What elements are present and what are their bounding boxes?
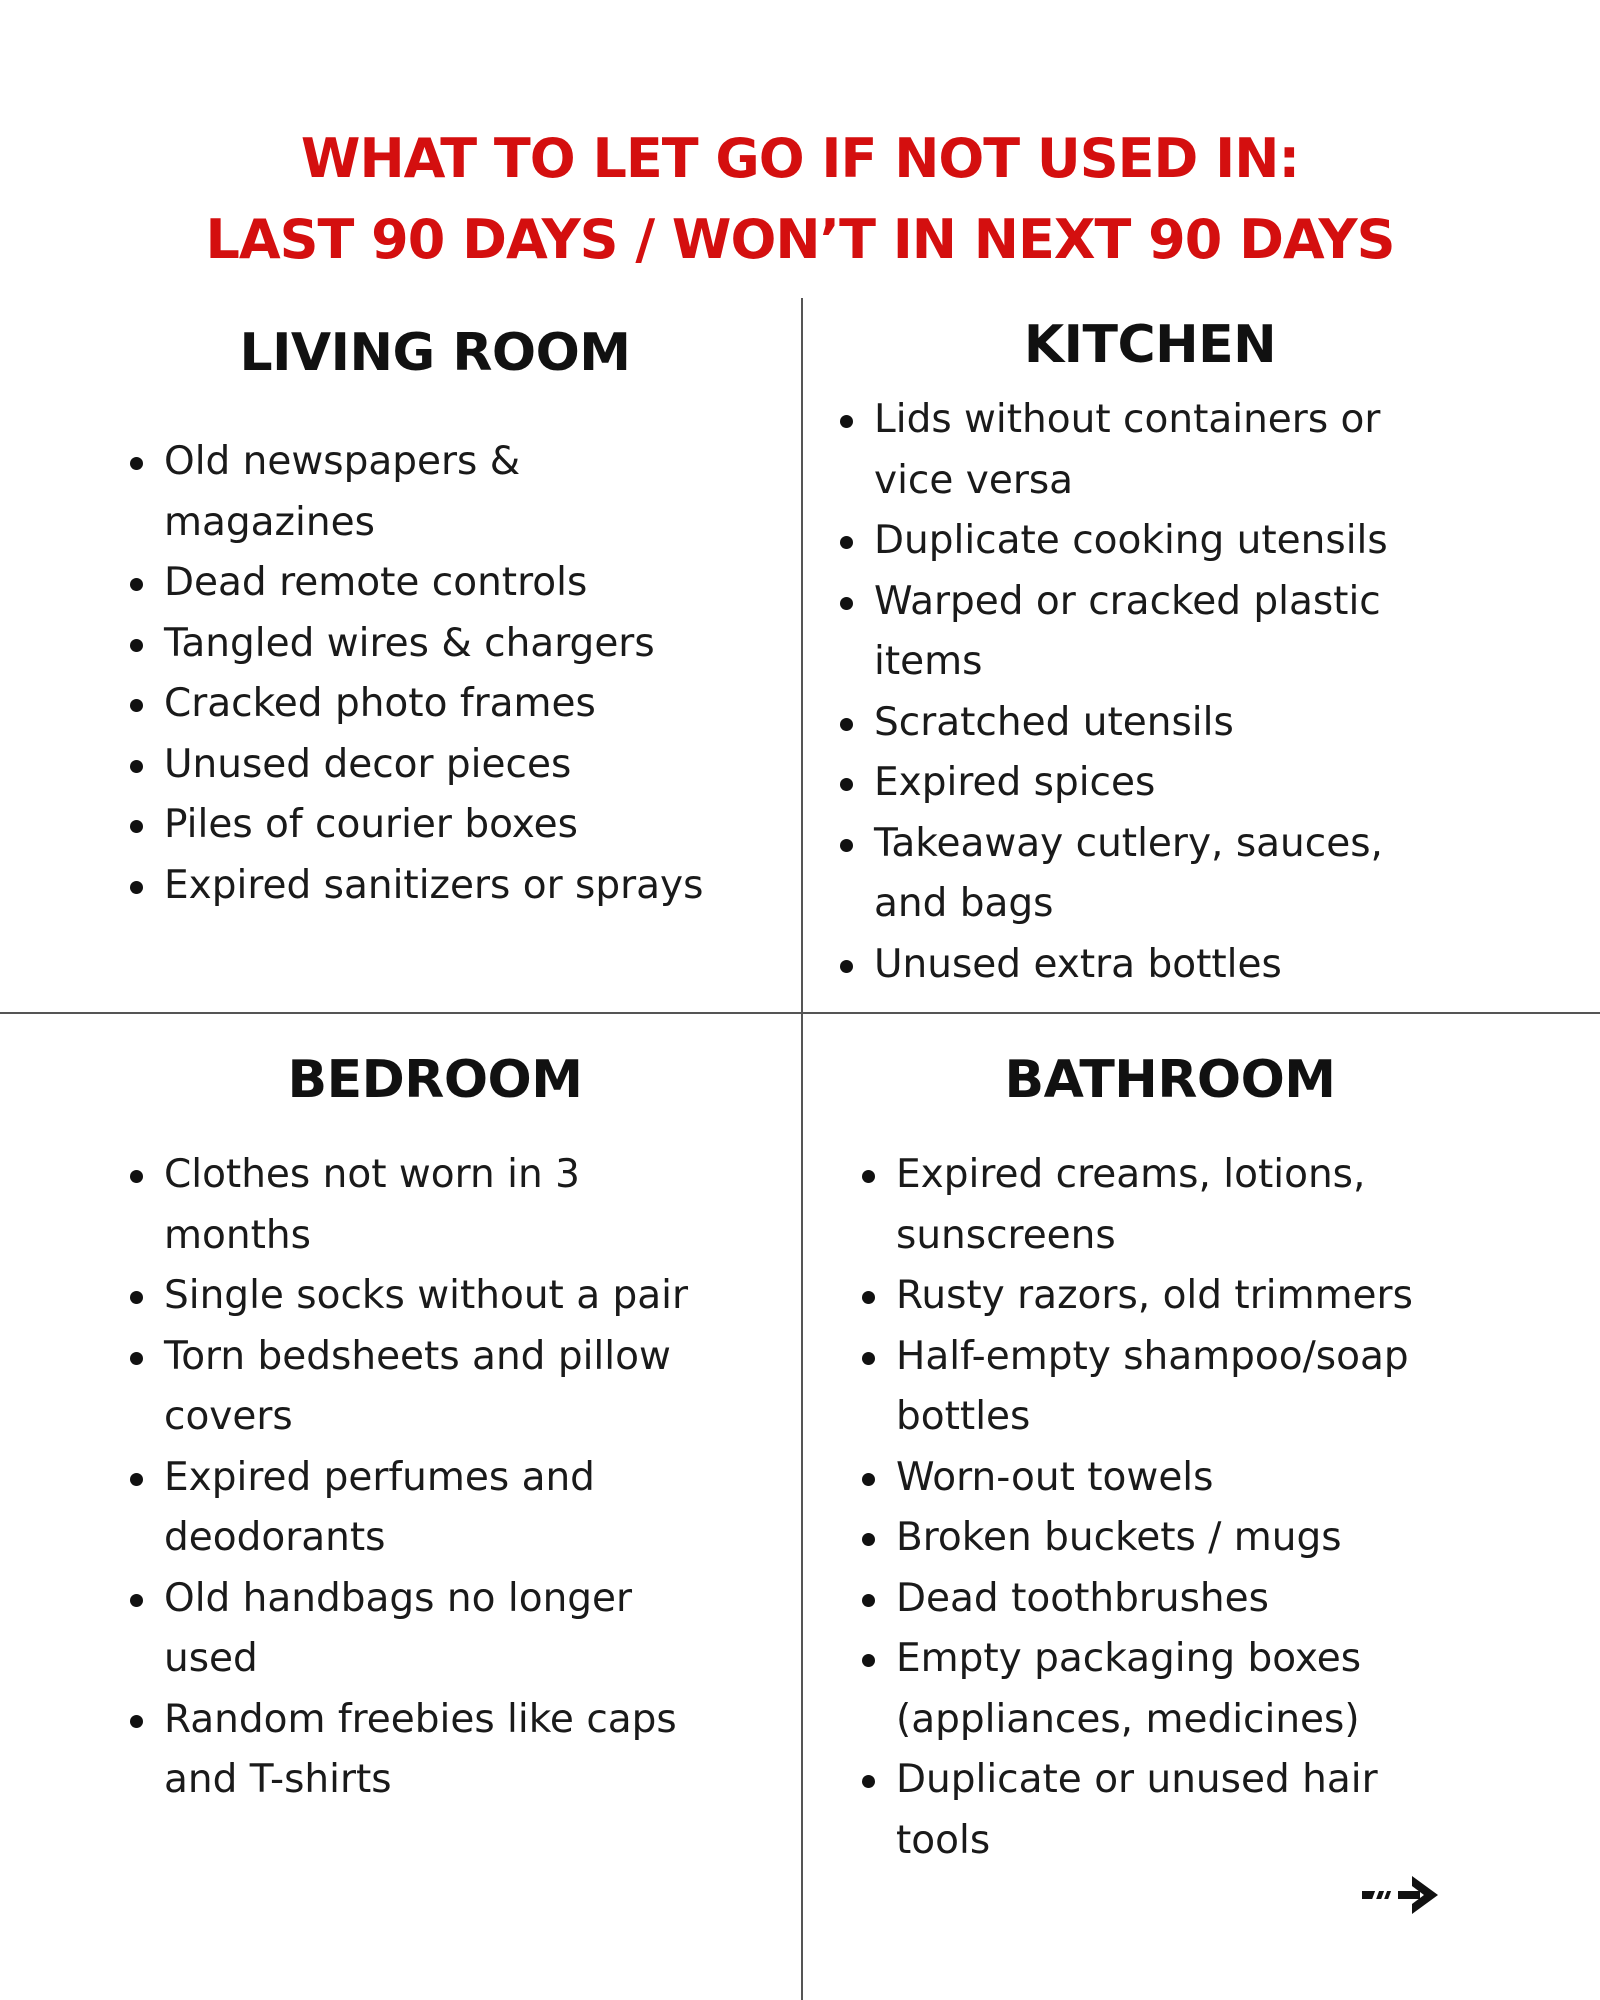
title-line-2: LAST 90 DAYS / WON’T IN NEXT 90 DAYS: [205, 208, 1395, 271]
kitchen-list: [838, 390, 1488, 995]
list-item: Half-empty shampoo/soap bottles: [860, 1327, 1456, 1448]
list-item: Takeaway cutlery, sauces, and bags: [838, 814, 1454, 935]
living-room-heading: LIVING ROOM: [239, 323, 631, 383]
list-item: Unused decor pieces: [128, 735, 768, 796]
list-item: Duplicate or unused hair tools: [860, 1750, 1456, 1871]
list-item: Cracked photo frames: [128, 674, 768, 735]
list-item: Broken buckets / mugs: [860, 1508, 1510, 1569]
list-item: Old handbags no longer used: [128, 1569, 724, 1690]
list-item: Old newspapers & magazines: [128, 432, 604, 553]
list-item: Lids without containers or vice versa: [838, 390, 1434, 511]
living-room-list: [128, 432, 768, 916]
list-item: Clothes not worn in 3 months: [128, 1145, 684, 1266]
list-item: Expired sanitizers or sprays: [128, 856, 768, 917]
list-item: Torn bedsheets and pillow covers: [128, 1327, 684, 1448]
list-item: Tangled wires & chargers: [128, 614, 768, 675]
bedroom-list: [128, 1145, 768, 1811]
list-item: Expired creams, lotions, sunscreens: [860, 1145, 1456, 1266]
list-item: Unused extra bottles: [838, 935, 1488, 996]
vertical-divider: [801, 298, 803, 2000]
list-item: Dead toothbrushes: [860, 1569, 1510, 1630]
list-item: Expired spices: [838, 753, 1488, 814]
bedroom-heading: BEDROOM: [287, 1050, 583, 1110]
bathroom-heading: BATHROOM: [1004, 1050, 1336, 1110]
title-line-1: WHAT TO LET GO IF NOT USED IN:: [300, 127, 1300, 190]
list-item: Scratched utensils: [838, 693, 1488, 754]
horizontal-divider: [0, 1012, 1600, 1014]
list-item: Random freebies like caps and T-shirts: [128, 1690, 684, 1811]
list-item: Worn-out towels: [860, 1448, 1510, 1509]
arrow-right-icon[interactable]: [1362, 1872, 1442, 1918]
list-item: Expired perfumes and deodorants: [128, 1448, 704, 1569]
kitchen-heading: KITCHEN: [1023, 315, 1277, 375]
list-item: Piles of courier boxes: [128, 795, 768, 856]
list-item: Rusty razors, old trimmers: [860, 1266, 1510, 1327]
list-item: Empty packaging boxes (appliances, medicines): [860, 1629, 1476, 1750]
list-item: Duplicate cooking utensils: [838, 511, 1488, 572]
list-item: Single socks without a pair: [128, 1266, 704, 1327]
bathroom-list: [860, 1145, 1510, 1871]
list-item: Dead remote controls: [128, 553, 768, 614]
list-item: Warped or cracked plastic items: [838, 572, 1434, 693]
